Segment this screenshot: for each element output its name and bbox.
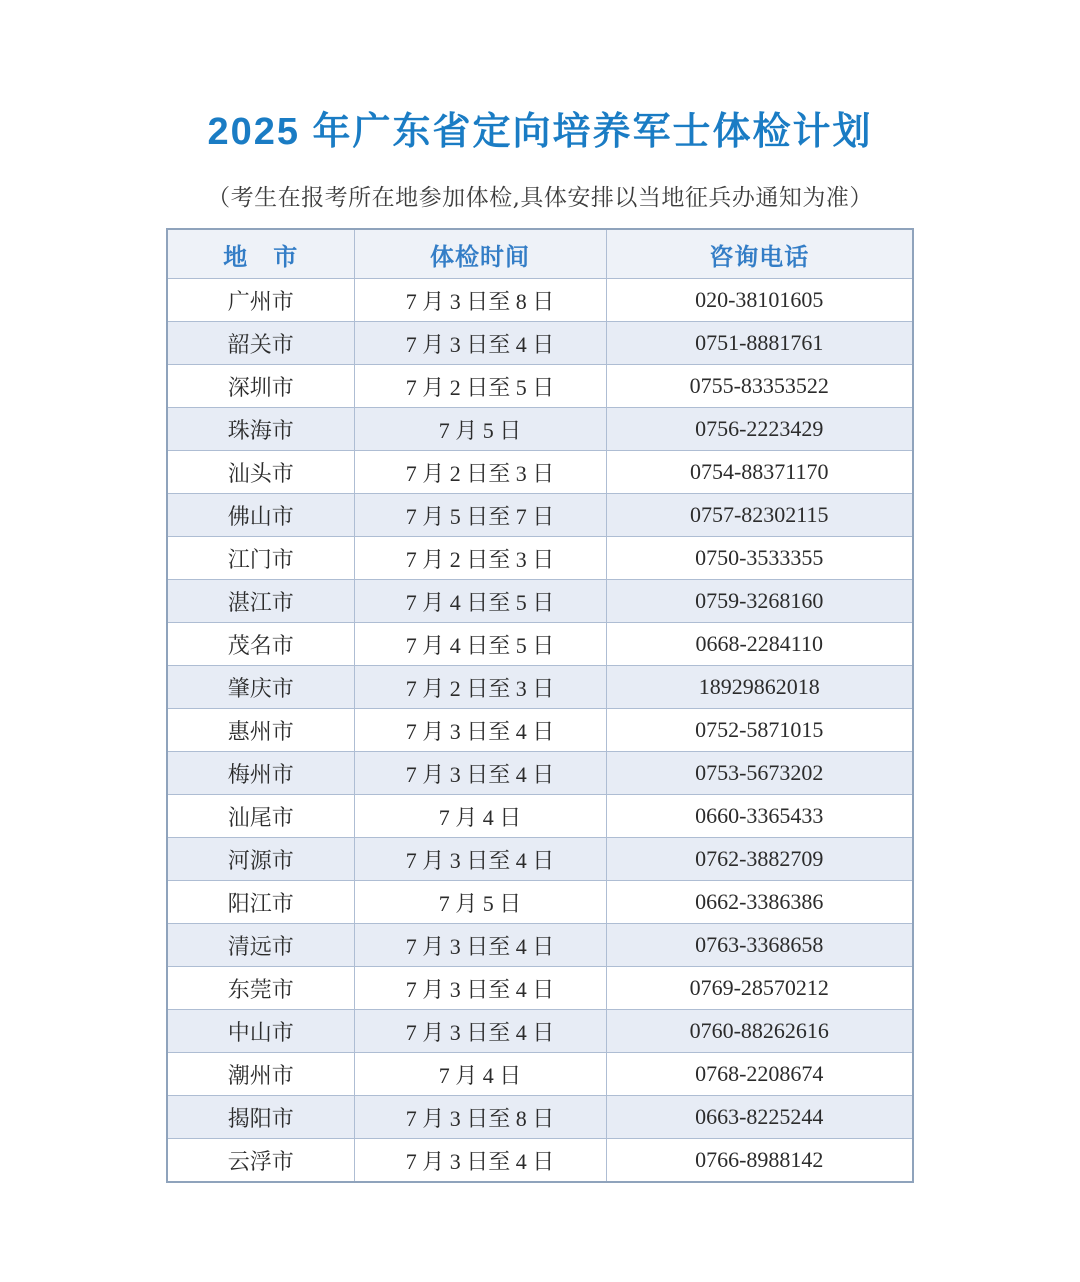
exam-time-cell: 7 月 3 日至 4 日 xyxy=(354,752,606,795)
city-cell: 广州市 xyxy=(167,279,354,322)
city-cell: 汕尾市 xyxy=(167,795,354,838)
exam-time-cell: 7 月 5 日至 7 日 xyxy=(354,494,606,537)
city-cell: 惠州市 xyxy=(167,709,354,752)
phone-cell: 0754-88371170 xyxy=(606,451,913,494)
table-row xyxy=(167,365,913,408)
exam-time-cell: 7 月 2 日至 3 日 xyxy=(354,537,606,580)
exam-time-cell: 7 月 4 日至 5 日 xyxy=(354,580,606,623)
column-header-phone: 咨询电话 xyxy=(606,229,913,279)
phone-cell: 0756-2223429 xyxy=(606,408,913,451)
phone-cell: 0769-28570212 xyxy=(606,967,913,1010)
exam-time-cell: 7 月 3 日至 4 日 xyxy=(354,322,606,365)
exam-time-cell: 7 月 3 日至 4 日 xyxy=(354,967,606,1010)
phone-cell: 020-38101605 xyxy=(606,279,913,322)
exam-time-cell: 7 月 3 日至 4 日 xyxy=(354,838,606,881)
exam-time-cell: 7 月 2 日至 3 日 xyxy=(354,451,606,494)
table-row xyxy=(167,666,913,709)
exam-time-cell: 7 月 2 日至 5 日 xyxy=(354,365,606,408)
city-cell: 中山市 xyxy=(167,1010,354,1053)
exam-time-cell: 7 月 3 日至 4 日 xyxy=(354,1010,606,1053)
table-row xyxy=(167,1139,913,1183)
phone-cell: 0753-5673202 xyxy=(606,752,913,795)
city-cell: 东莞市 xyxy=(167,967,354,1010)
city-cell: 珠海市 xyxy=(167,408,354,451)
table-row xyxy=(167,1010,913,1053)
exam-time-cell: 7 月 3 日至 4 日 xyxy=(354,709,606,752)
city-cell: 佛山市 xyxy=(167,494,354,537)
exam-time-cell: 7 月 3 日至 8 日 xyxy=(354,1096,606,1139)
phone-cell: 0759-3268160 xyxy=(606,580,913,623)
city-cell: 潮州市 xyxy=(167,1053,354,1096)
city-cell: 湛江市 xyxy=(167,580,354,623)
exam-time-cell: 7 月 4 日至 5 日 xyxy=(354,623,606,666)
phone-cell: 0768-2208674 xyxy=(606,1053,913,1096)
table-row xyxy=(167,279,913,322)
phone-cell: 0662-3386386 xyxy=(606,881,913,924)
city-cell: 梅州市 xyxy=(167,752,354,795)
table-row xyxy=(167,1096,913,1139)
city-cell: 揭阳市 xyxy=(167,1096,354,1139)
table-row xyxy=(167,924,913,967)
city-cell: 阳江市 xyxy=(167,881,354,924)
table-row xyxy=(167,408,913,451)
phone-cell: 0757-82302115 xyxy=(606,494,913,537)
column-header-city: 地 市 xyxy=(167,229,354,279)
exam-time-cell: 7 月 3 日至 4 日 xyxy=(354,1139,606,1183)
column-header-exam-time: 体检时间 xyxy=(354,229,606,279)
city-cell: 肇庆市 xyxy=(167,666,354,709)
table-row xyxy=(167,322,913,365)
exam-time-cell: 7 月 5 日 xyxy=(354,881,606,924)
city-cell: 茂名市 xyxy=(167,623,354,666)
city-cell: 清远市 xyxy=(167,924,354,967)
table-row xyxy=(167,709,913,752)
phone-cell: 0750-3533355 xyxy=(606,537,913,580)
phone-cell: 18929862018 xyxy=(606,666,913,709)
city-cell: 江门市 xyxy=(167,537,354,580)
city-cell: 云浮市 xyxy=(167,1139,354,1183)
table-header-row xyxy=(167,229,913,279)
page-title: 2025 年广东省定向培养军士体检计划 xyxy=(207,111,873,153)
phone-cell: 0762-3882709 xyxy=(606,838,913,881)
table-row xyxy=(167,1053,913,1096)
phone-cell: 0752-5871015 xyxy=(606,709,913,752)
city-cell: 韶关市 xyxy=(167,322,354,365)
phone-cell: 0760-88262616 xyxy=(606,1010,913,1053)
table-row xyxy=(167,795,913,838)
exam-time-cell: 7 月 3 日至 4 日 xyxy=(354,924,606,967)
table-row xyxy=(167,838,913,881)
phone-cell: 0755-83353522 xyxy=(606,365,913,408)
table-row xyxy=(167,494,913,537)
table-row xyxy=(167,580,913,623)
phone-cell: 0668-2284110 xyxy=(606,623,913,666)
table-row xyxy=(167,881,913,924)
table-row xyxy=(167,537,913,580)
exam-time-cell: 7 月 4 日 xyxy=(354,1053,606,1096)
phone-cell: 0751-8881761 xyxy=(606,322,913,365)
city-cell: 深圳市 xyxy=(167,365,354,408)
exam-time-cell: 7 月 3 日至 8 日 xyxy=(354,279,606,322)
phone-cell: 0766-8988142 xyxy=(606,1139,913,1183)
exam-time-cell: 7 月 4 日 xyxy=(354,795,606,838)
exam-time-cell: 7 月 2 日至 3 日 xyxy=(354,666,606,709)
table-row xyxy=(167,752,913,795)
page-subtitle: （考生在报考所在地参加体检,具体安排以当地征兵办通知为准） xyxy=(207,185,873,211)
table-row xyxy=(167,623,913,666)
table-body xyxy=(167,279,913,1183)
table-row xyxy=(167,967,913,1010)
phone-cell: 0763-3368658 xyxy=(606,924,913,967)
city-cell: 汕头市 xyxy=(167,451,354,494)
city-cell: 河源市 xyxy=(167,838,354,881)
table-row xyxy=(167,451,913,494)
phone-cell: 0663-8225244 xyxy=(606,1096,913,1139)
phone-cell: 0660-3365433 xyxy=(606,795,913,838)
exam-schedule-table xyxy=(166,228,914,1183)
exam-time-cell: 7 月 5 日 xyxy=(354,408,606,451)
